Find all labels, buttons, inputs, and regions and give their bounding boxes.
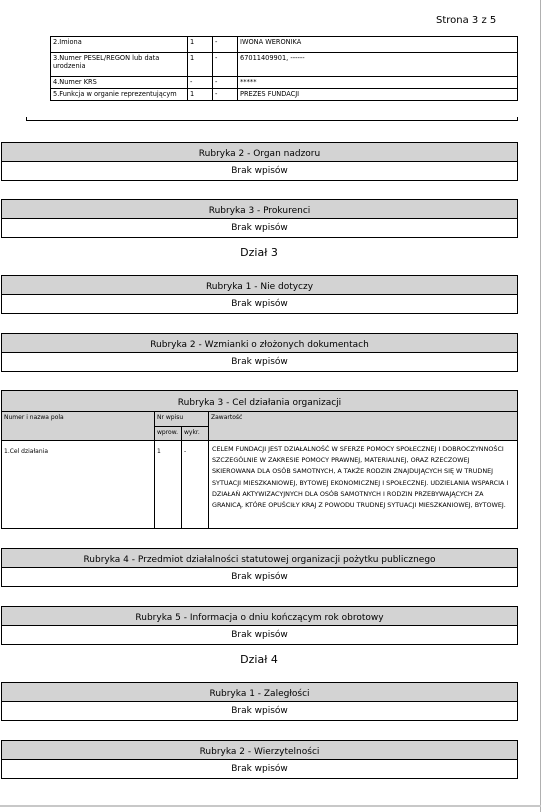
page-number: Strona 3 z 5 (436, 15, 497, 26)
col-header-wprow: wprow. (155, 427, 182, 441)
section-przedmiot-dzialalnosci (1, 548, 518, 587)
section-value: Brak wpisów (2, 760, 517, 778)
cel-table (2, 412, 517, 528)
page-bottom-border (0, 805, 541, 807)
section-value: Brak wpisów (2, 295, 517, 313)
section-cel-dzialania (1, 390, 518, 529)
table-header-row (2, 412, 517, 427)
dzial-heading: Dział 3 (240, 246, 278, 259)
section-wierzytelnosci (1, 740, 518, 779)
field-value: 67011409901, ------ (238, 53, 518, 77)
cel-content: CELEM FUNDACJI JEST DZIAŁALNOŚĆ W SFERZE POMOCY SPOŁECZNEJ I DOBROCZYNNOŚCI SZCZEGÓLNIE W ZAKRESIE POMOCY PRAWNEJ, MATERIALNEJ, ORAZ RZECZOWEJ SKIEROWANA DLA OSÓB SAMOTNYCH, A TAKŻE RODZIN ZNAJDUJĄCYCH SIĘ W TRUDNEJ SYTUACJI MIESZKANIOWEJ, BYTOWEJ EKONOMICZNEJ I SPOŁECZNEJ. UDZIELANIA WSPARCIA I DZIAŁAŃ AKTYWIZACYJNYCH DLA OSÓB SAMOTNYCH I RODZIN PRZEBYWAJĄCYCH ZA GRANICĄ, KTÓRE OPUŚCIŁY KRAJ Z POWODU TRUDNEJ SYTUACJI MIESZKANIOWEJ, BYTOWEJ. (209, 441, 518, 529)
removed-entry: - (213, 77, 238, 89)
section-prokurenci (1, 199, 518, 238)
section-title: Rubryka 1 - Zaległości (2, 683, 517, 702)
table-row (51, 37, 518, 53)
section-value: Brak wpisów (2, 626, 517, 644)
section-value: Brak wpisów (2, 219, 517, 237)
dzial-heading: Dział 4 (240, 653, 278, 666)
cel-field-name: 1.Cel działania (2, 441, 155, 529)
section-rok-obrotowy (1, 606, 518, 645)
field-name: 4.Numer KRS (51, 77, 188, 89)
section-title: Rubryka 1 - Nie dotyczy (2, 276, 517, 295)
table-row (51, 77, 518, 89)
representative-table (50, 36, 518, 101)
removed-entry: - (213, 89, 238, 101)
section-title: Rubryka 2 - Wzmianki o złożonych dokumentach (2, 334, 517, 353)
col-header-field: Numer i nazwa pola (2, 412, 155, 441)
removed-entry: - (213, 37, 238, 53)
section-title: Rubryka 2 - Wierzytelności (2, 741, 517, 760)
field-name: 5.Funkcja w organie reprezentującym (51, 89, 188, 101)
table-bottom-rule (26, 117, 518, 121)
section-zaleglosci (1, 682, 518, 721)
section-wzmianki (1, 333, 518, 372)
field-name: 2.Imiona (51, 37, 188, 53)
section-title: Rubryka 3 - Cel działania organizacji (2, 391, 517, 412)
entry-number: 1 (188, 89, 213, 101)
table-row (51, 53, 518, 77)
section-title: Rubryka 2 - Organ nadzoru (2, 143, 517, 162)
entry-number: 1 (188, 37, 213, 53)
col-header-wykr: wykr. (182, 427, 209, 441)
removed-entry: - (213, 53, 238, 77)
section-title: Rubryka 5 - Informacja o dniu kończącym rok obrotowy (2, 607, 517, 626)
entry-number: 1 (188, 53, 213, 77)
entry-number: - (188, 77, 213, 89)
page-right-border (540, 0, 541, 812)
cel-wprow: 1 (155, 441, 182, 529)
table-row (2, 441, 517, 529)
field-value: PREZES FUNDACJI (238, 89, 518, 101)
col-header-nr: Nr wpisu (155, 412, 209, 427)
field-value: ***** (238, 77, 518, 89)
field-value: IWONA WERONIKA (238, 37, 518, 53)
section-title: Rubryka 4 - Przedmiot działalności statutowej organizacji pożytku publicznego (2, 549, 517, 568)
section-value: Brak wpisów (2, 568, 517, 586)
table-row (51, 89, 518, 101)
section-value: Brak wpisów (2, 353, 517, 371)
col-header-content: Zawartość (209, 412, 518, 441)
section-value: Brak wpisów (2, 162, 517, 180)
cel-wykr: - (182, 441, 209, 529)
field-name: 3.Numer PESEL/REGON lub data urodzenia (51, 53, 188, 77)
section-nie-dotyczy (1, 275, 518, 314)
section-value: Brak wpisów (2, 702, 517, 720)
section-title: Rubryka 3 - Prokurenci (2, 200, 517, 219)
section-organ-nadzoru (1, 142, 518, 181)
